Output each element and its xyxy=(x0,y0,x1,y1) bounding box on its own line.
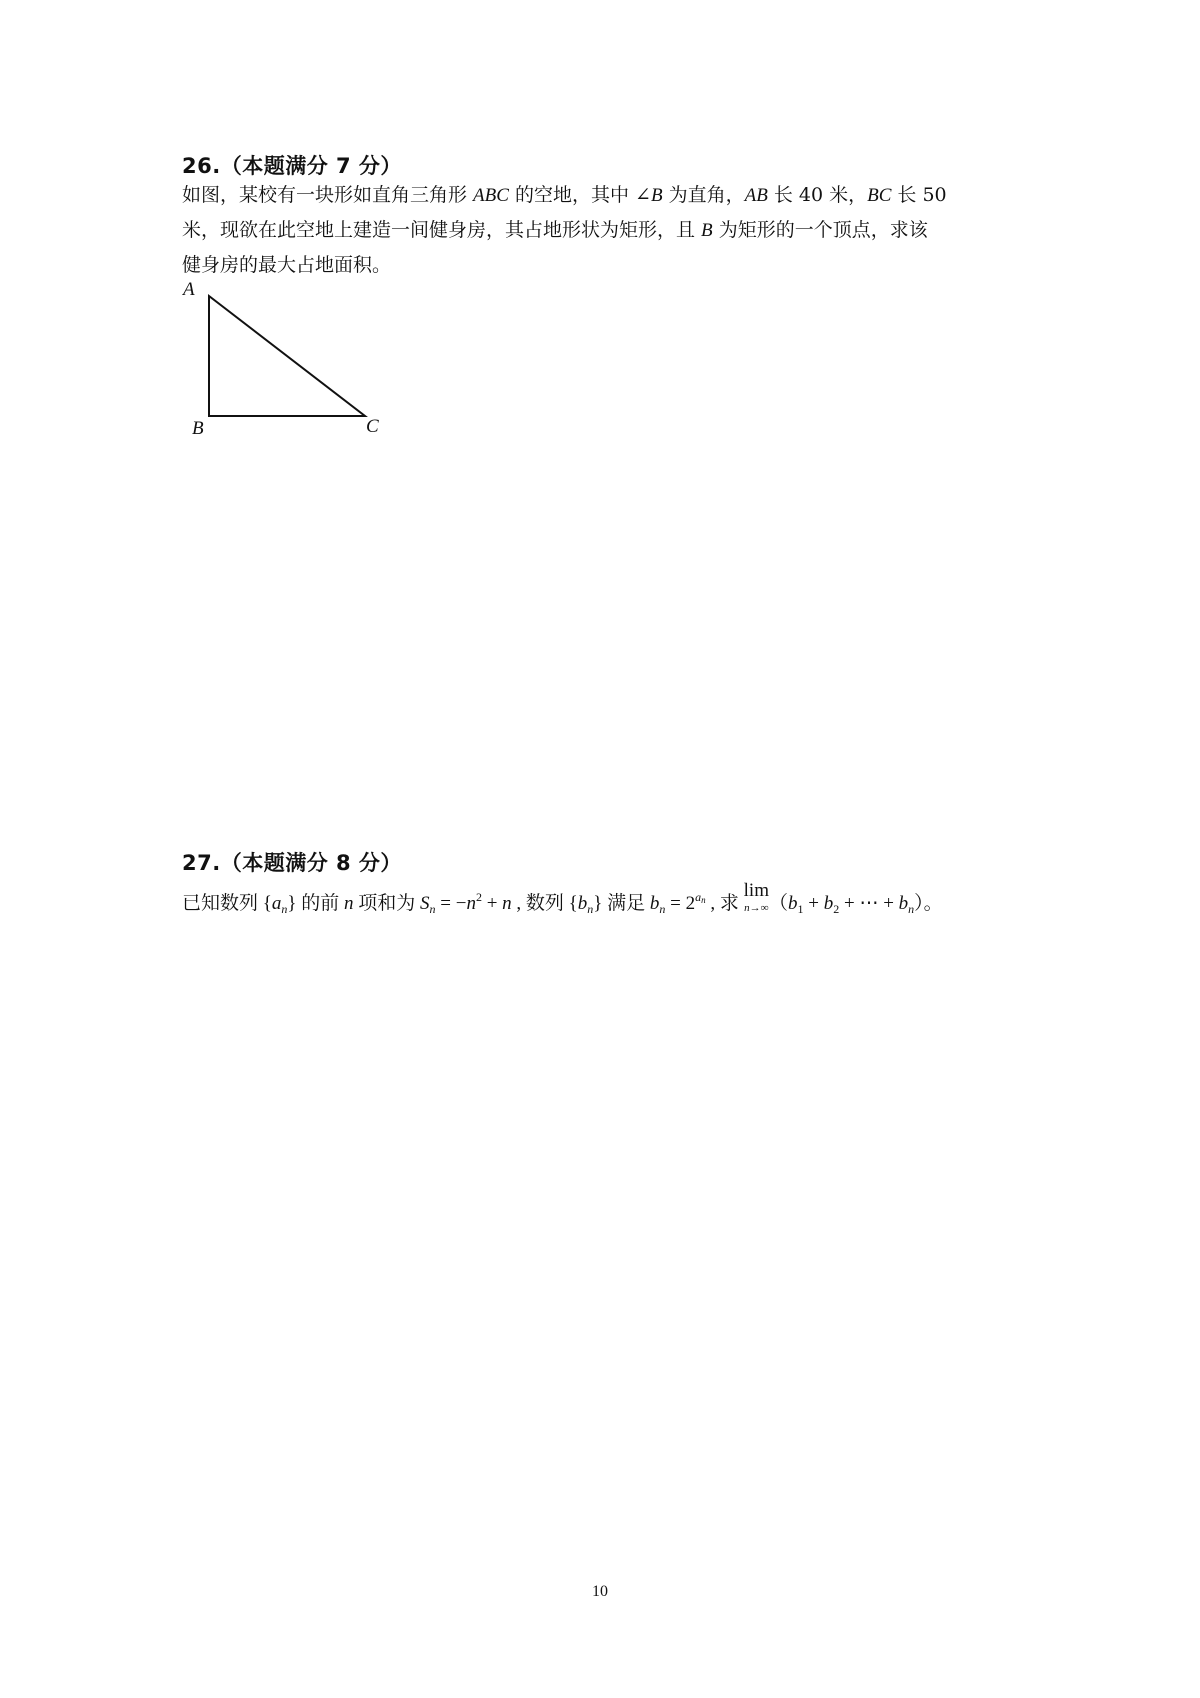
var-b: B xyxy=(701,220,713,241)
lim-subscript: n→∞ xyxy=(744,902,769,914)
var-s: S xyxy=(420,893,430,914)
var-bc: BC xyxy=(867,185,892,206)
vertex-label-c: C xyxy=(366,416,379,437)
sub-1: 1 xyxy=(797,902,804,916)
sub-2: 2 xyxy=(833,902,840,916)
text-span: + xyxy=(481,893,503,914)
text-span: 为矩形的一个顶点，求该 xyxy=(712,219,928,241)
exp-sub-n: n xyxy=(701,895,706,905)
triangle-figure xyxy=(190,285,380,425)
vertex-label-a: A xyxy=(183,279,195,300)
var-a: a xyxy=(271,893,282,914)
q27-body xyxy=(182,880,1062,926)
q26-line-1 xyxy=(182,178,1032,213)
var-b: b xyxy=(649,893,660,914)
text-span: 长 50 xyxy=(891,184,947,206)
sub-n: n xyxy=(429,902,436,916)
text-span: 项和为 xyxy=(353,893,421,914)
var-ab: AB xyxy=(744,185,768,206)
text-span: 如图，某校有一块形如直角三角形 xyxy=(182,184,474,206)
text-span: 为直角， xyxy=(662,184,745,206)
text-span: , 求 xyxy=(705,893,744,914)
var-b: b xyxy=(577,893,588,914)
q26-body xyxy=(182,178,1032,282)
q26-line-3: 健身房的最大占地面积。 xyxy=(182,254,392,276)
text-span: } 满足 xyxy=(593,893,650,914)
limit-operator xyxy=(744,880,769,914)
text-span: = − xyxy=(435,893,467,914)
sub-n: n xyxy=(659,902,666,916)
triangle-abc xyxy=(209,296,365,416)
text-span: = 2 xyxy=(665,893,696,914)
page-number: 10 xyxy=(592,1583,608,1600)
text-span: + xyxy=(803,893,824,914)
var-b: B xyxy=(650,185,663,206)
var-b: b xyxy=(788,893,798,914)
q26-title: 26.（本题满分 7 分） xyxy=(182,154,402,178)
text-span: } 的前 xyxy=(287,893,344,914)
text-span: , 数列 { xyxy=(511,893,578,914)
var-b: b xyxy=(898,893,909,914)
text-span: 长 40 米， xyxy=(767,184,868,206)
q26-line-2 xyxy=(182,213,1032,248)
exp-a: a xyxy=(695,890,702,904)
q27-title: 27.（本题满分 8 分） xyxy=(182,851,402,875)
text-span: + ⋯ + xyxy=(839,893,899,914)
sub-n: n xyxy=(281,902,288,916)
vertex-label-b: B xyxy=(192,418,204,439)
var-n: n xyxy=(502,893,512,914)
text-span: 米，现欲在此空地上建造一间健身房，其占地形状为矩形，且 xyxy=(182,219,702,241)
sub-n: n xyxy=(587,902,594,916)
text-span: （ xyxy=(769,893,789,914)
var-n: n xyxy=(344,893,354,914)
text-span: ）。 xyxy=(914,893,943,914)
var-n: n xyxy=(466,893,476,914)
lim-text: lim xyxy=(743,880,769,901)
var-b: b xyxy=(823,893,834,914)
text-span: 的空地，其中 ∠ xyxy=(508,184,651,206)
text-span: 已知数列 { xyxy=(182,893,272,914)
sub-n: n xyxy=(908,902,915,916)
var-abc: ABC xyxy=(473,185,509,206)
sup-2: 2 xyxy=(475,890,482,904)
